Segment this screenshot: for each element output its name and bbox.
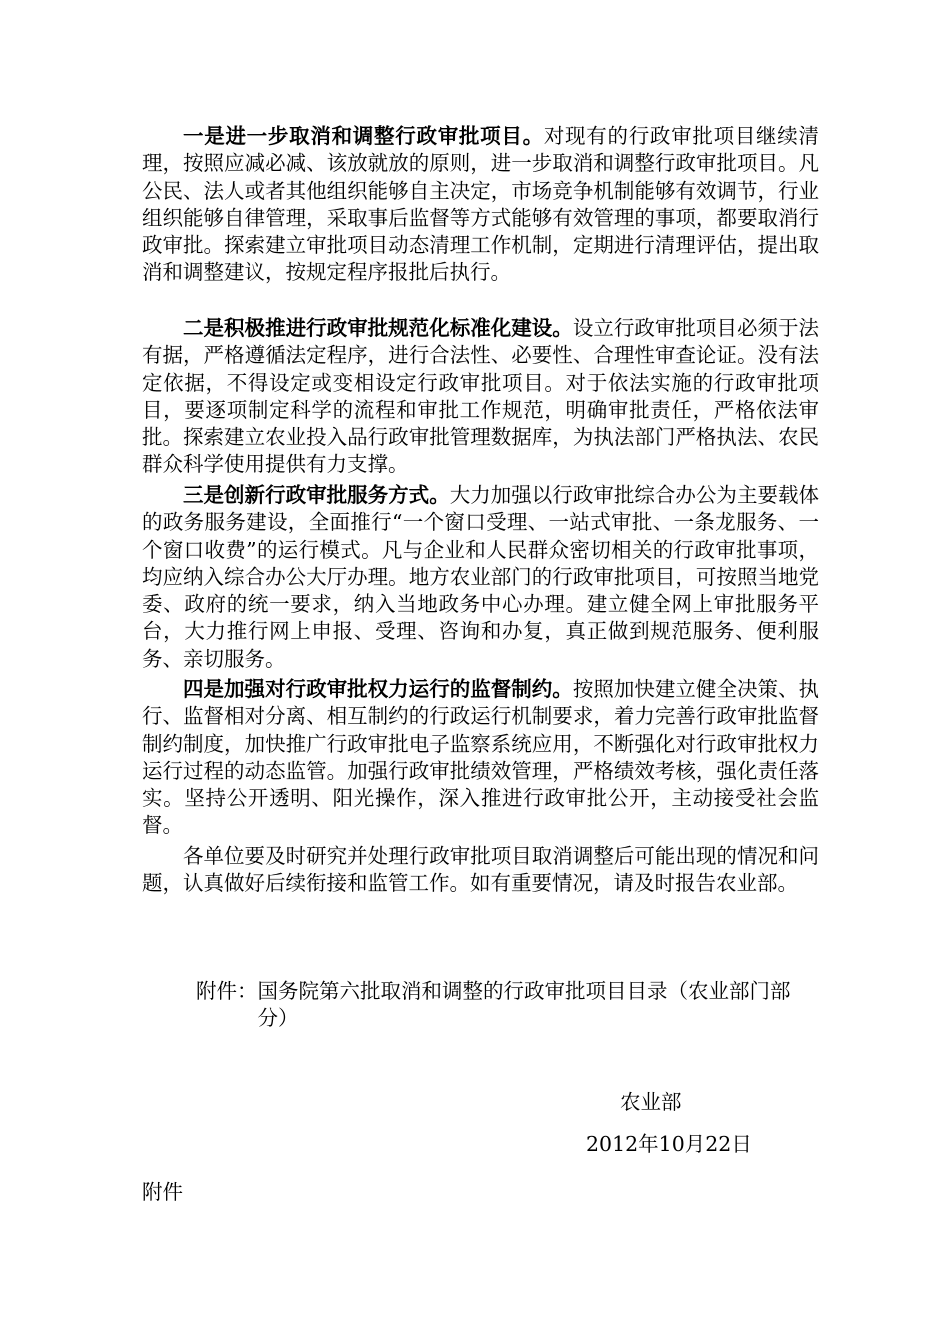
paragraph-2-text: 设立行政审批项目必须于法有据，严格遵循法定程序，进行合法性、必要性、合理性审查论证。没有法定依据，不得设定或变相设定行政审批项目。对于依法实施的行政审批项目，要逐项制定科学的流程和审批工作规范，明确审批责任，严格依法审批。探索建立农业投入品行政审批管理数据库，为执法部门严格执法、农民群众科学使用提供有力支撑。 bbox=[142, 316, 820, 477]
paragraph-3-lead: 三是创新行政审批服务方式。 bbox=[183, 483, 450, 507]
paragraph-1-text: 对现有的行政审批项目继续清理，按照应减必减、该放就放的原则，进一步取消和调整行政审批项目。凡公民、法人或者其他组织能够自主决定，市场竞争机制能够有效调节，行业组织能够自律管理，采取事后监督等方式能够有效管理的事项，都要取消行政审批。探索建立审批项目动态清理工作机制，定期进行清理评估，提出取消和调整建议，按规定程序报批后执行。 bbox=[142, 124, 820, 285]
paragraph-3 bbox=[142, 482, 819, 673]
attachment-title: 国务院第六批取消和调整的行政审批项目目录（农业部门部分） bbox=[257, 979, 791, 1031]
attachment-label: 附件： bbox=[196, 979, 258, 1003]
paragraph-closing bbox=[142, 843, 819, 898]
paragraph-closing-text: 各单位要及时研究并处理行政审批项目取消调整后可能出现的情况和问题，认真做好后续衔接和监管工作。如有重要情况，请及时报告农业部。 bbox=[142, 844, 819, 896]
paragraph-4 bbox=[142, 676, 819, 840]
appendix-heading: 附件 bbox=[142, 1180, 183, 1204]
paragraph-1 bbox=[142, 123, 819, 287]
paragraph-2-lead: 二是积极推进行政审批规范化标准化建设。 bbox=[183, 316, 573, 340]
paragraph-2 bbox=[142, 315, 819, 479]
attachment-note bbox=[196, 978, 816, 1033]
paragraph-4-text: 按照加快建立健全决策、执行、监督相对分离、相互制约的行政运行机制要求，着力完善行政审批监督制约制度，加快推广行政审批电子监察系统应用，不断强化对行政审批权力运行过程的动态监管。加强行政审批绩效管理，严格绩效考核，强化责任落实。坚持公开透明、阳光操作，深入推进行政审批公开，主动接受社会监督。 bbox=[142, 677, 820, 838]
paragraph-1-lead: 一是进一步取消和调整行政审批项目。 bbox=[183, 124, 544, 148]
paragraph-4-lead: 四是加强对行政审批权力运行的监督制约。 bbox=[183, 677, 573, 701]
paragraph-3-text: 大力加强以行政审批综合办公为主要载体的政务服务建设，全面推行“一个窗口受理、一站式审批、一条龙服务、一个窗口收费”的运行模式。凡与企业和人民群众密切相关的行政审批事项，均应纳入综合办公大厅办理。地方农业部门的行政审批项目，可按照当地党委、政府的统一要求，纳入当地政务中心办理。建立健全网上审批服务平台，大力推行网上申报、受理、咨询和办复，真正做到规范服务、便利服务、亲切服务。 bbox=[142, 483, 820, 671]
signature-organization: 农业部 bbox=[620, 1090, 682, 1114]
signature-date: 2012年10月22日 bbox=[586, 1132, 752, 1156]
